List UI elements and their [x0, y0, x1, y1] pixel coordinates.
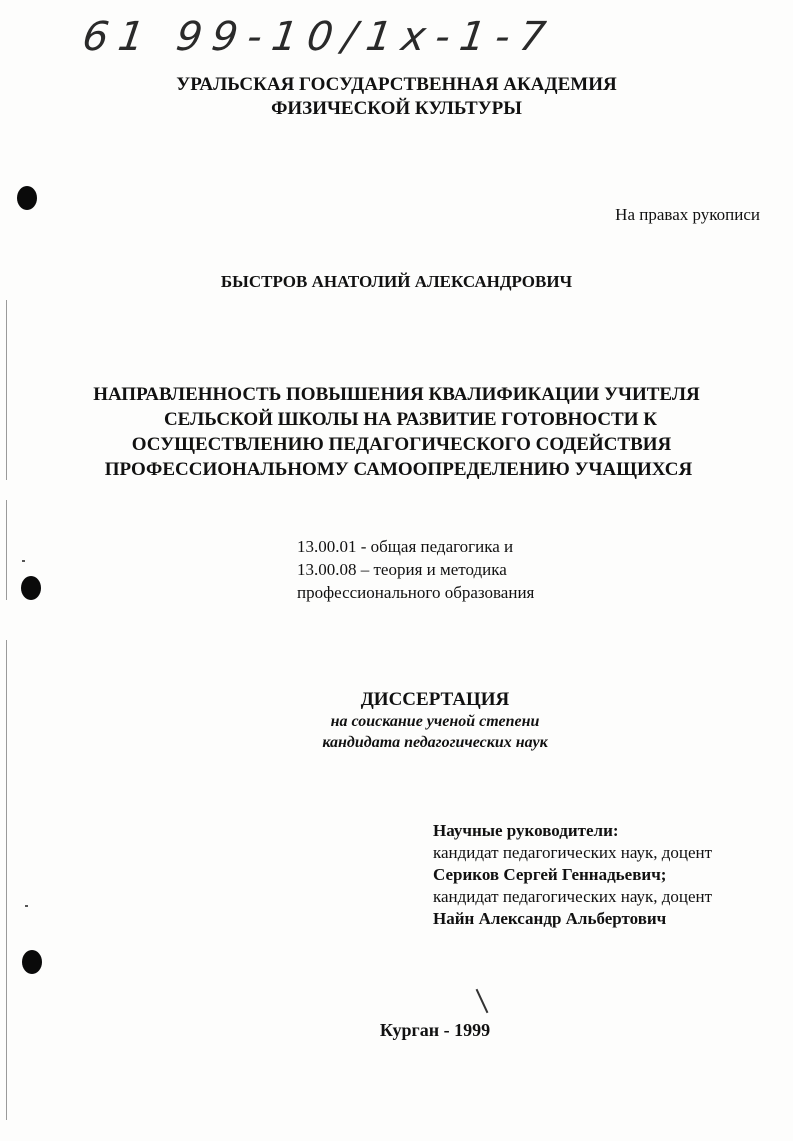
- academy-line-1: УРАЛЬСКАЯ ГОСУДАРСТВЕННАЯ АКАДЕМИЯ: [176, 74, 617, 95]
- city-year: Курган - 1999: [379, 1020, 491, 1040]
- scan-edge-line: [6, 500, 7, 600]
- supervisors-block: [433, 820, 712, 930]
- title-line: СЕЛЬСКОЙ ШКОЛЫ НА РАЗВИТИЕ ГОТОВНОСТИ К: [163, 409, 658, 430]
- pen-stroke-mark: [476, 989, 489, 1013]
- title-line: ОСУЩЕСТВЛЕНИЮ ПЕДАГОГИЧЕСКОГО СОДЕЙСТВИЯ: [131, 434, 672, 455]
- scan-speck: [22, 560, 25, 562]
- punch-hole-mark: [21, 576, 41, 600]
- supervisor-2-name: Найн Александр Альбертович: [433, 909, 667, 928]
- punch-hole-mark: [22, 950, 42, 974]
- supervisors-label: Научные руководители:: [433, 821, 619, 840]
- author-name: БЫСТРОВ АНАТОЛИЙ АЛЕКСАНДРОВИЧ: [220, 272, 573, 291]
- academy-line-2: ФИЗИЧЕСКОЙ КУЛЬТУРЫ: [271, 98, 522, 119]
- dissertation-title: [0, 382, 793, 482]
- title-line: НАПРАВЛЕННОСТЬ ПОВЫШЕНИЯ КВАЛИФИКАЦИИ УЧИТЕЛЯ: [93, 384, 700, 405]
- supervisor-1-degree: кандидат педагогических наук, доцент: [433, 843, 713, 862]
- dissertation-degree-line-2: кандидата педагогических наук: [322, 734, 548, 751]
- specialty-line: 13.00.01 - общая педагогика и: [297, 537, 514, 556]
- supervisor-2-degree: кандидат педагогических наук, доцент: [433, 887, 713, 906]
- manuscript-rights-note: На правах рукописи: [615, 205, 760, 224]
- dissertation-heading: ДИССЕРТАЦИЯ: [360, 689, 510, 710]
- academy-name: [0, 73, 793, 121]
- supervisor-1-name: Сериков Сергей Геннадьевич;: [433, 865, 667, 884]
- dissertation-degree-line-1: на соискание ученой степени: [330, 713, 540, 730]
- specialty-line: профессионального образования: [297, 583, 535, 602]
- scan-speck: [25, 905, 28, 907]
- handwritten-archive-number: 61 99-10/1х-1-7: [79, 14, 559, 60]
- specialty-codes: [297, 535, 534, 604]
- specialty-line: 13.00.08 – теория и методика: [297, 560, 507, 579]
- punch-hole-mark: [17, 186, 37, 210]
- dissertation-block: [0, 688, 793, 753]
- title-line: ПРОФЕССИОНАЛЬНОМУ САМООПРЕДЕЛЕНИЮ УЧАЩИХСЯ: [104, 459, 693, 480]
